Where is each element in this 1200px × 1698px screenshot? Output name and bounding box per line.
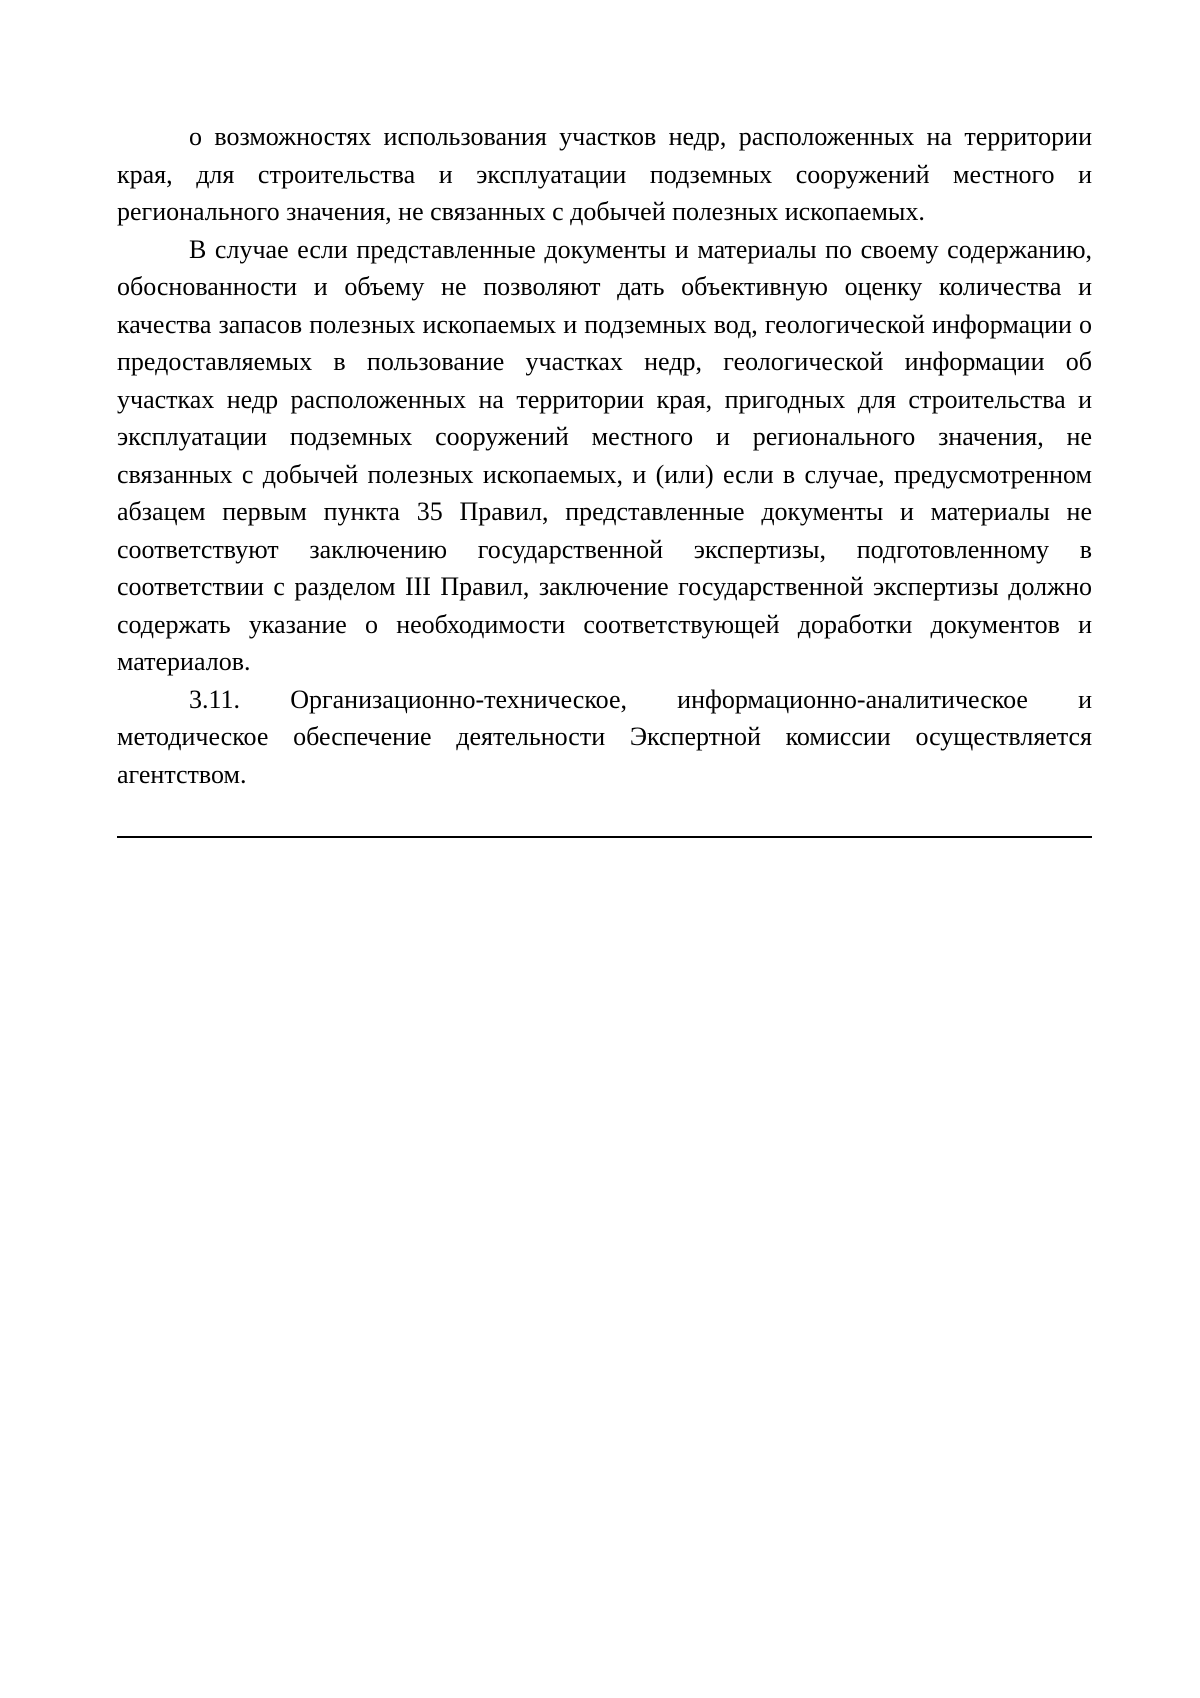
document-body	[117, 118, 1092, 793]
paragraph-review-conditions: В случае если представленные документы и материалы по своему содержанию, обоснованности и объему не позволяют дать объективную оценку количества и качества запасов полезных ископаемых и подземных вод, геологической информации о предоставляемых в пользование участках недр, геологической информации об участках недр расположенных на территории края, пригодных для строительства и эксплуатации подземных сооружений местного и регионального значения, не связанных с добычей полезных ископаемых, и (или) если в случае, предусмотренном абзацем первым пункта 35 Правил, представленные документы и материалы не соответствуют заключению государственной экспертизы, подготовленному в соответствии с разделом III Правил, заключение государственной экспертизы должно содержать указание о необходимости соответствующей доработки документов и материалов.	[117, 234, 1092, 676]
end-of-text-rule	[117, 836, 1092, 838]
paragraph-continuation: о возможностях использования участков недр, расположенных на территории края, для строительства и эксплуатации подземных сооружений местного и регионального значения, не связанных с добычей полезных ископаемых.	[117, 122, 1092, 226]
paragraph-3-11: 3.11. Организационно-техническое, информационно-аналитическое и методическое обеспечение деятельности Экспертной комиссии осуществляется агентством.	[117, 684, 1092, 789]
